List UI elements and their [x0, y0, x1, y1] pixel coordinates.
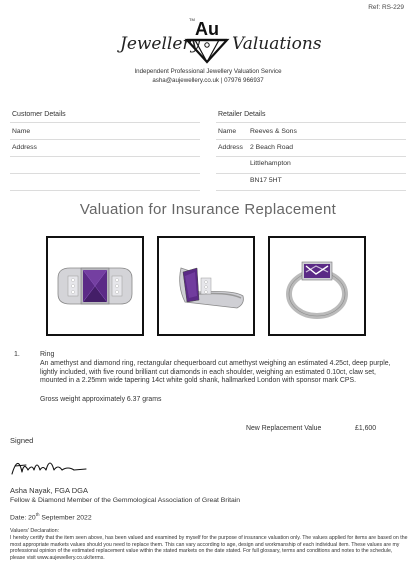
ring-photo-front [46, 236, 144, 336]
divider [216, 190, 406, 191]
divider [10, 190, 200, 191]
diamond-logo-icon [183, 14, 231, 64]
company-logo [0, 14, 416, 64]
logo-trademark: TM [189, 17, 195, 22]
item-number: 1. [14, 351, 20, 358]
ring-back-image [270, 238, 364, 334]
date-prefix: Date: 20 [10, 514, 36, 522]
ring-photo-back [268, 236, 366, 336]
customer-details-heading: Customer Details [12, 111, 66, 118]
valuer-credentials: Fellow & Diamond Member of the Gemmological Association of Great Britain [10, 497, 241, 504]
retailer-address-line-2: Littlehampton [250, 160, 291, 167]
item-weight: Gross weight approximately 6.37 grams [40, 396, 162, 403]
ring-front-image [48, 238, 142, 334]
divider [216, 122, 406, 123]
divider [216, 173, 406, 174]
divider [10, 139, 200, 140]
ring-side-image [159, 238, 253, 334]
date-suffix: September 2022 [39, 514, 92, 522]
tagline-service: Independent Professional Jewellery Valuation Service [134, 68, 282, 75]
declaration-heading: Valuers' Declaration: [10, 528, 60, 534]
item-description: An amethyst and diamond ring, rectangular chequerboard cut amethyst weighing an estimated 4.25ct, deep purple, lightly included, with five round brilliant cut diamonds in each shoulder, weighing an estimated 0.10ct, claw set, mounted in a 2.25mm wide tapering 14ct white gold shank, hallmarked London with sponsor mark CPS. [40, 360, 391, 385]
retailer-name-value: Reeves & Sons [250, 128, 297, 135]
retailer-name-label: Name [218, 128, 237, 135]
tagline-contact: asha@aujewellery.co.uk | 07976 966937 [152, 76, 264, 84]
replacement-value-label: New Replacement Value [246, 425, 322, 432]
customer-name-label: Name [12, 128, 31, 135]
retailer-address-line-1: 2 Beach Road [250, 144, 294, 151]
replacement-value-amount: £1,600 [355, 425, 377, 432]
logo-left-text: Jewellery [120, 34, 201, 54]
declaration-text: I hereby certify that the item seen above, has been valued and examined by myself for the purpose of insurance valuation only. The values applied for items are based on the most appropriate markets values should you need to replace them. This can vary according to age, design and workmanship of each individual item. These values are my professional opinion of the estimated replacement value within the stated markets on the date stated. For full glossary, terms and conditions and notes to the schedule, please visit www.aujewellery.co.uk/terms. [10, 535, 408, 561]
valuation-date [10, 512, 92, 521]
divider [10, 122, 200, 123]
divider [10, 173, 200, 174]
divider [216, 139, 406, 140]
signed-label: Signed [10, 436, 34, 445]
retailer-address-line-3: BN17 5HT [250, 177, 282, 184]
retailer-details-heading: Retailer Details [218, 111, 266, 118]
ring-photo-side [157, 236, 255, 336]
handwritten-signature [10, 452, 90, 478]
document-title: Valuation for Insurance Replacement [79, 201, 337, 218]
divider [216, 156, 406, 157]
logo-au-text: Au [195, 19, 219, 39]
tagline [0, 68, 416, 85]
date-ordinal: th [35, 512, 40, 517]
customer-address-label: Address [12, 144, 37, 151]
item-title: Ring [40, 351, 55, 358]
logo-right-text: Valuations [232, 34, 322, 54]
retailer-address-label: Address [218, 144, 243, 151]
divider [10, 156, 200, 157]
reference-number: Ref: RS-229 [368, 4, 404, 11]
valuer-name: Asha Nayak, FGA DGA [10, 486, 88, 495]
